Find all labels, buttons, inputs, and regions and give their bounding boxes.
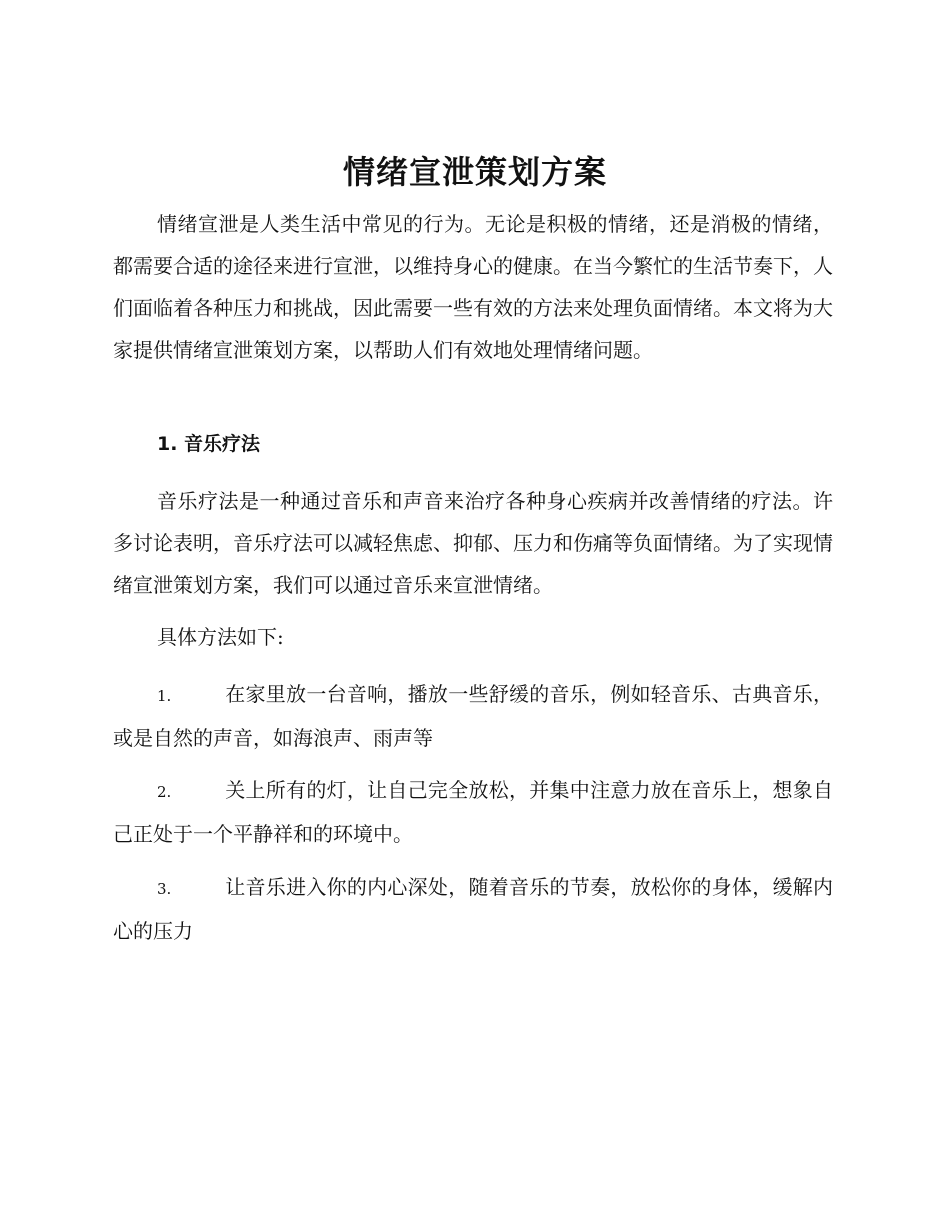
methods-intro: 具体方法如下: [157, 625, 284, 649]
document-title: 情绪宣泄策划方案 [342, 153, 607, 191]
intro-paragraph: 情绪宣泄是人类生活中常见的行为。无论是积极的情绪，还是消极的情绪，都需要合适的途径来进行宣泄，以维持身心的健康。在当今繁忙的生活节奏下，人们面临着各种压力和挑战，因此需要一些有效的方法来处理负面情绪。本文将为大家提供情绪宣泄策划方案，以帮助人们有效地处理情绪问题。 [113, 212, 833, 362]
list-item-number: 1. [157, 687, 172, 705]
list-item [113, 769, 833, 855]
list-item-text: 关上所有的灯，让自己完全放松，并集中注意力放在音乐上，想象自己正处于一个平静祥和的环境中。 [113, 778, 833, 846]
list-item-text: 让音乐进入你的内心深处，随着音乐的节奏，放松你的身体，缓解内心的压力 [113, 875, 833, 943]
list-item-text: 在家里放一台音响，播放一些舒缓的音乐，例如轻音乐、古典音乐，或是自然的声音，如海浪声、雨声等 [113, 682, 833, 750]
list-item [113, 866, 833, 952]
list-item [113, 673, 833, 759]
section-heading-music-therapy: 1. 音乐疗法 [157, 433, 261, 455]
list-item-number: 2. [157, 783, 172, 801]
music-therapy-paragraph: 音乐疗法是一种通过音乐和声音来治疗各种身心疾病并改善情绪的疗法。许多讨论表明，音乐疗法可以减轻焦虑、抑郁、压力和伤痛等负面情绪。为了实现情绪宣泄策划方案，我们可以通过音乐来宣泄情绪。 [113, 489, 833, 597]
list-item-number: 3. [157, 880, 172, 898]
